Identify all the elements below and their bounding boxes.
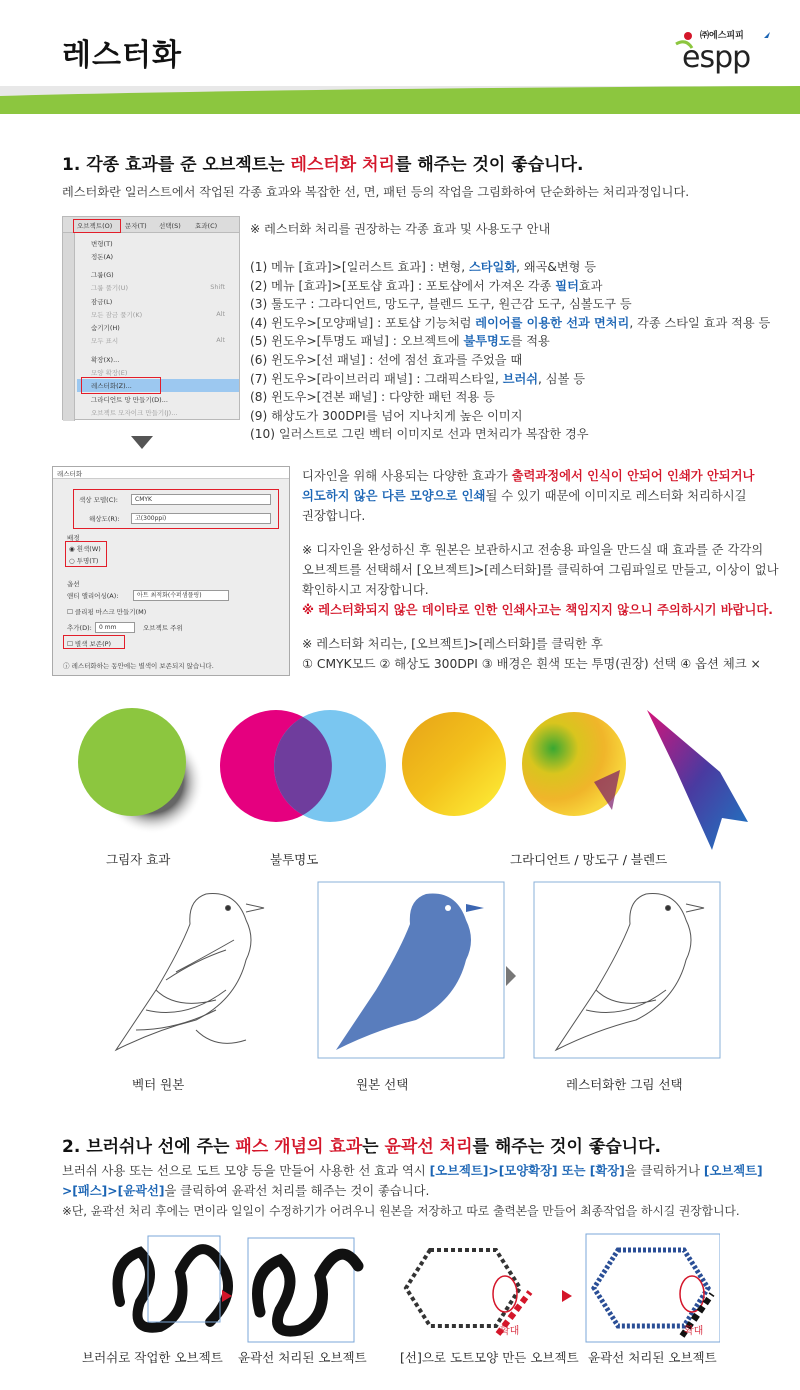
- caption: 브러쉬로 작업한 오브젝트: [82, 1350, 223, 1365]
- bg-white-radio[interactable]: ◉ 흰색(W): [69, 545, 101, 553]
- highlight-box: [73, 489, 279, 529]
- bg-transparent-radio[interactable]: ○ 투명(T): [69, 557, 99, 565]
- vector-bird: [116, 894, 264, 1050]
- highlight-box: [73, 219, 121, 233]
- add-input[interactable]: 0 mm: [95, 622, 135, 633]
- menu-bar-item[interactable]: 오브젝트(O): [77, 222, 113, 230]
- resolution-select[interactable]: 고(300ppi): [131, 513, 271, 524]
- menu-item[interactable]: 숨기기(H): [91, 324, 120, 332]
- antialias-select[interactable]: 아트 최적화(수퍼샘플링): [133, 590, 229, 601]
- menu-item[interactable]: 그라디언트 망 만들기(D)...: [91, 396, 168, 404]
- caption: [선]으로 도트모양 만든 오브젝트: [400, 1350, 579, 1365]
- dialog-title: 래스터화: [57, 470, 83, 478]
- zoom-label: 확대: [684, 1326, 704, 1337]
- list-item: (2) 메뉴 [효과]>[포토샵 효과] : 포토샵에서 가져온 각종 필터효과: [250, 278, 603, 293]
- caption: 불투명도: [270, 852, 319, 867]
- down-arrow-icon: [131, 436, 153, 450]
- heading-text-suffix: 를 해주는 것이 좋습니다.: [394, 155, 584, 175]
- logo-korean-text: ㈜에스피피: [700, 31, 744, 41]
- heading-text: 1. 각종 효과를 준 오브젝트는: [62, 155, 291, 175]
- object-menu-screenshot: [62, 216, 240, 420]
- rasterize-steps: ※ 레스터화 처리는, [오브젝트]>[레스터화]를 클릭한 후 ① CMYK모드 ② 해상도 300DPI ③ 배경은 흰색 또는 투명(권장) 선택 ④ 옵션 체크 ×: [302, 637, 761, 671]
- caption: 그라디언트 / 망도구 / 블렌드: [510, 852, 668, 867]
- menu-item[interactable]: 확장(X)...: [91, 356, 120, 364]
- add-suffix: 오브젝트 주위: [143, 624, 183, 632]
- section1-intro: 레스터화란 일러스트에서 작업된 각종 효과와 복잡한 선, 면, 패턴 등의 작업을 그림화하여 단순화하는 처리과정입니다.: [62, 185, 690, 199]
- highlight-box: [81, 377, 161, 394]
- header-band: [0, 86, 800, 114]
- bird-illustrations: [96, 880, 776, 1070]
- menu-item[interactable]: 모양 확장(E): [91, 369, 128, 377]
- selected-bird: [336, 894, 484, 1050]
- menu-bar-item[interactable]: 선택(S): [159, 222, 181, 230]
- page-title: 레스터화: [62, 38, 182, 73]
- menu-item[interactable]: 오브젝트 모자이크 만들기(J)...: [91, 409, 178, 417]
- options-label: 옵션: [67, 580, 80, 588]
- background-label: 배경: [67, 534, 80, 542]
- list-item: (9) 해상도가 300DPI를 넘어 지나치게 높은 이미지: [250, 408, 523, 423]
- menu-item[interactable]: 모두 표시: [91, 337, 119, 345]
- caption: 벡터 원본: [132, 1077, 185, 1092]
- preserve-spot-checkbox[interactable]: ☐ 별색 보존(P): [67, 640, 112, 648]
- outlined-stroke: [258, 1254, 359, 1331]
- caption: 윤곽선 처리된 오브젝트: [588, 1350, 717, 1365]
- procedure-para: ※ 디자인을 완성하신 후 원본은 보관하시고 전송용 파일을 만드실 때 효과를 준 각각의 오브젝트를 선택해서 [오브젝트]>[레스터화]를 클릭하여 그림파일로 만들고, 이상이 없나 확인하시고 저장합니다. ※ 레스터화되지 않은 데이타로 인한 인쇄사고는 책임지지 않으니 주의하시기 바랍니다.: [302, 540, 779, 620]
- color-model-label: 색상 모델(C):: [79, 496, 118, 504]
- caption: 그림자 효과: [106, 852, 171, 867]
- logo-brand-text: espp: [682, 40, 751, 75]
- print-warning-para: 디자인을 위해 사용되는 다양한 효과가 출력과정에서 인식이 안되어 인쇄가 안되거나 의도하지 않은 다른 모양으로 인쇄될 수 있기 때문에 이미지로 레스터화 처리하시길 권장합니다.: [302, 469, 755, 523]
- list-item: (1) 메뉴 [효과]>[일러스트 효과] : 변형, 스타일화, 왜곡&변형 등: [250, 260, 597, 274]
- heading-emphasis: 레스터화 처리: [290, 155, 395, 175]
- recommend-notice: ※ 레스터화 처리를 권장하는 각종 효과 및 사용도구 안내: [250, 222, 551, 236]
- brush-stroke: [118, 1249, 229, 1328]
- highlight-box: [65, 541, 107, 567]
- menu-item[interactable]: 모든 잠금 풀기(K): [91, 311, 143, 319]
- caption: 윤곽선 처리된 오브젝트: [238, 1350, 367, 1365]
- zoom-label: 확대: [500, 1326, 520, 1337]
- effects-list: [250, 258, 770, 444]
- list-item: (5) 윈도우>[투명도 패널] : 오브젝트에 불투명도를 적용: [250, 334, 550, 349]
- menu-bar-item[interactable]: 효과(C): [195, 222, 218, 230]
- menu-shortcut: Alt: [216, 336, 225, 344]
- dialog-footer: ⓘ 레스터화하는 동안에는 별색이 보존되지 않습니다.: [63, 662, 214, 670]
- list-item: (6) 윈도우>[선 패널] : 선에 점선 효과를 주었을 때: [250, 352, 523, 367]
- section2-heading: 2. 브러쉬나 선에 주는 패스 개념의 효과는 윤곽선 처리를 해주는 것이 좋습니다.: [62, 1137, 661, 1157]
- caption: 원본 선택: [356, 1077, 409, 1092]
- resolution-label: 해상도(R):: [89, 515, 120, 523]
- company-logo: [668, 26, 778, 76]
- list-item: (4) 윈도우>[모양패널] : 포토샵 기능처럼 레이어를 이용한 선과 면처리, 각종 스타일 효과 적용 등: [250, 315, 771, 330]
- list-item: (7) 윈도우>[라이브러리 패널] : 그래픽스타일, 브러쉬, 심볼 등: [250, 371, 585, 386]
- section1-heading: [62, 150, 583, 175]
- highlight-box: [63, 635, 125, 649]
- gradient-circle: [402, 712, 506, 816]
- caption: 레스터화한 그림 선택: [566, 1077, 683, 1092]
- menu-item[interactable]: 그룹 풀기(U): [91, 284, 129, 292]
- antialias-label: 앤티 앨리어싱(A):: [67, 592, 119, 600]
- right-arrow-icon: [506, 966, 516, 986]
- effects-illustrations: [72, 700, 762, 860]
- menu-shortcut: Alt: [216, 310, 225, 318]
- dotted-hexagon: [406, 1250, 520, 1326]
- add-label: 추가(D):: [67, 624, 92, 632]
- color-model-select[interactable]: CMYK: [131, 494, 271, 505]
- list-item: (8) 윈도우>[견본 패널] : 다양한 패턴 적용 등: [250, 390, 495, 405]
- right-arrow-icon: [562, 1290, 572, 1302]
- menu-item[interactable]: 정돈(A): [91, 253, 114, 261]
- list-item: (3) 툴도구 : 그라디언트, 망도구, 블렌드 도구, 원근감 도구, 심볼도구 등: [250, 297, 632, 312]
- menu-shortcut: Shift: [210, 283, 225, 291]
- rastered-bird: [556, 894, 704, 1050]
- menu-item-rasterize[interactable]: 레스터화(Z)...: [91, 382, 132, 390]
- outline-illustrations: [100, 1232, 720, 1352]
- blend-shape: [647, 710, 748, 850]
- clip-mask-checkbox[interactable]: ☐ 클리핑 마스크 만들기(M): [67, 608, 147, 616]
- outlined-hexagon: [594, 1250, 708, 1326]
- menu-item[interactable]: 그룹(G): [91, 271, 114, 279]
- selection-box: [534, 882, 720, 1058]
- menu-item[interactable]: 변형(T): [91, 240, 113, 248]
- list-item: (10) 일러스트로 그린 벡터 이미지로 선과 면처리가 복잡한 경우: [250, 427, 589, 442]
- menu-bar-item[interactable]: 문자(T): [125, 222, 147, 230]
- menu-item[interactable]: 잠금(L): [91, 298, 113, 306]
- green-circle: [78, 708, 186, 816]
- section2-body: 브러쉬 사용 또는 선으로 도트 모양 등을 만들어 사용한 선 효과 역시 [오브젝트]>[모양확장] 또는 [확장]을 클릭하거나 [오브젝트] >[패스]>[윤곽선]을 클릭하여 윤곽선 처리를 해주는 것이 좋습니다. ※단, 윤곽선 처리 후에는 면이라 일일이 수정하기가 어려우니 원본을 저장하고 따로 출력본을 만들어 최종작업을 하시길 권장합니다.: [62, 1164, 763, 1218]
- rasterize-dialog: [52, 466, 290, 676]
- liability-warning: ※ 레스터화되지 않은 데이타로 인한 인쇄사고는 책임지지 않으니 주의하시기 바랍니다.: [302, 603, 773, 617]
